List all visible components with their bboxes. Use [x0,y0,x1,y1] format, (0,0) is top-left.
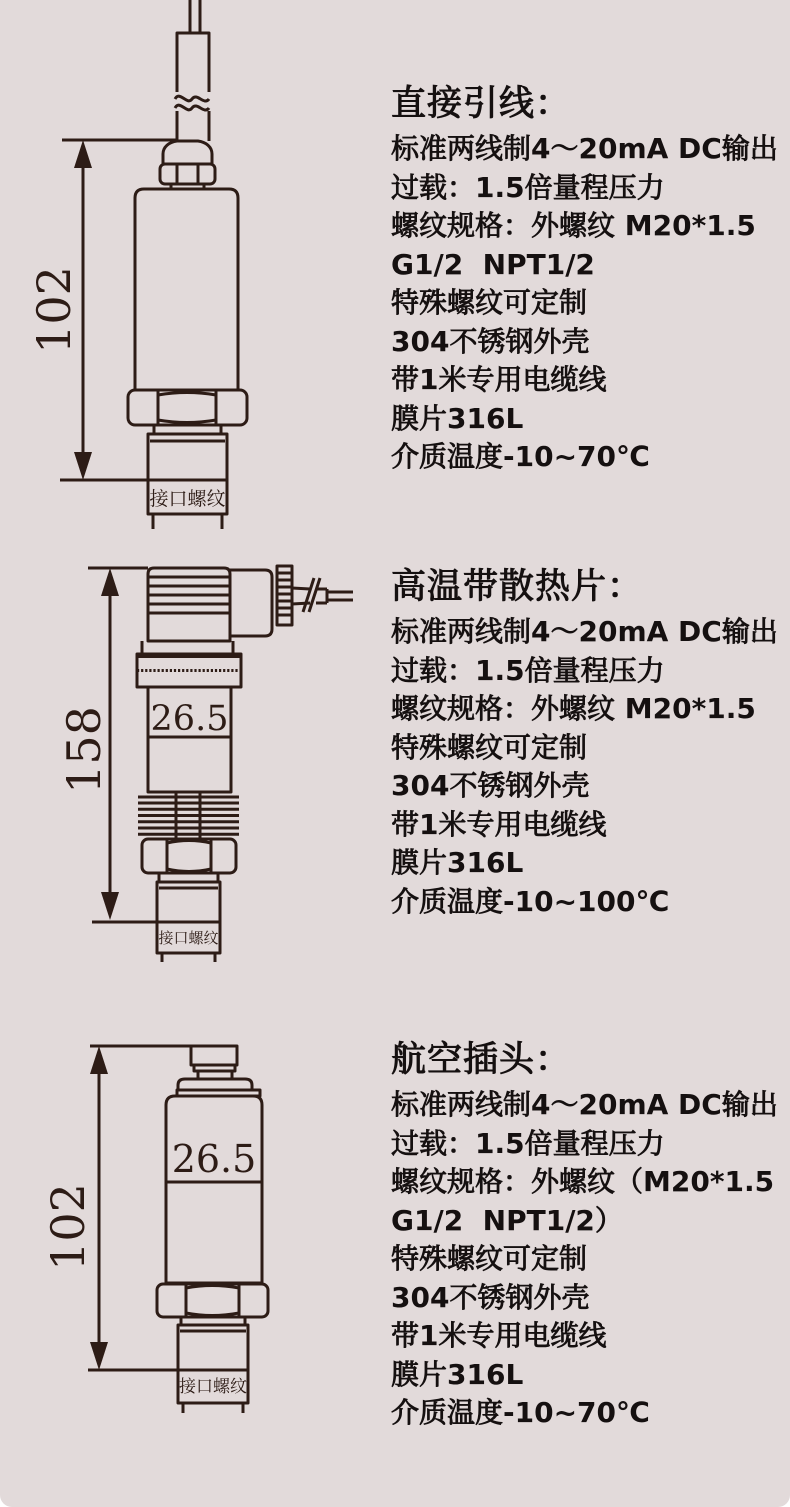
spec-line: 介质温度-10~70℃ [391,440,650,473]
section-aviation-plug [391,1038,779,1433]
hirschmann-connector [148,566,292,641]
spec-line: 螺纹规格：外螺纹（M20*1.5 [391,1165,775,1198]
cable-gland [160,141,215,189]
spec-list [391,613,779,921]
height-dim-value: 158 [57,706,111,794]
spec-line: 标准两线制4～20mA DC输出 [391,1088,778,1121]
thread-label: 接口螺纹 [149,488,226,510]
height-dim-value: 102 [41,1183,95,1271]
spec-line: 膜片316L [391,401,524,435]
width-dim-value: 26.5 [171,1137,257,1181]
spec-line: 特殊螺纹可定制 [391,730,588,764]
lower-heatsink-fins [138,793,239,838]
thread-port [88,1317,248,1413]
thread-label-box [148,480,227,514]
cable-break-icon [303,578,320,612]
cable [175,0,209,141]
spec-line: 螺纹规格：外螺纹 M20*1.5 [391,209,756,242]
arrow-up-icon [74,140,92,168]
thread-label: 接口螺纹 [158,929,219,947]
spec-line: 标准两线制4～20mA DC输出 [391,132,778,165]
thread-label-box [157,922,220,953]
section-title: 高温带散热片： [391,567,644,607]
arrow-down-icon [74,452,92,480]
height-dim-value: 102 [27,266,81,354]
spec-line: G1/2 NPT1/2） [391,1203,623,1237]
device-body [166,1096,262,1283]
spec-line: 304不锈钢外壳 [391,769,590,802]
arrow-up-icon [101,568,119,596]
spec-line: 特殊螺纹可定制 [391,1242,588,1275]
section-heatsink [391,565,779,921]
spec-line: 介质温度-10~70℃ [391,1396,650,1429]
spec-line: 带1米专用电缆线 [391,1319,607,1352]
width-dim-value: 26.5 [150,699,229,739]
spec-line: 介质温度-10~100℃ [391,884,670,918]
spec-line: 304不锈钢外壳 [391,324,590,358]
section-title: 航空插头： [391,1040,572,1080]
thread-label-box [178,1370,248,1403]
aviation-plug-connector [177,1046,260,1096]
device-body [148,687,231,792]
spec-line: 过载：1.5倍量程压力 [391,653,665,687]
section-title: 直接引线： [391,84,572,124]
section-direct-lead [391,82,779,477]
device-body [135,189,238,390]
arrow-down-icon [90,1342,108,1370]
height-dimension [41,1046,191,1370]
spec-line: 304不锈钢外壳 [391,1280,590,1314]
height-dimension [57,568,148,920]
spec-line: 过载：1.5倍量程压力 [391,170,665,204]
hex-nut [157,1284,268,1317]
hex-nut [142,839,236,873]
aviation-plug-drawing [0,1030,380,1420]
arrow-down-icon [101,892,119,920]
spec-line: 过载：1.5倍量程压力 [391,1126,665,1160]
spec-line: 带1米专用电缆线 [391,363,607,396]
arrow-up-icon [90,1046,108,1074]
spec-line: 膜片316L [391,846,524,879]
spec-line: 特殊螺纹可定制 [391,286,588,319]
side-cable [292,578,353,612]
spec-list [391,130,779,477]
spec-line: 带1米专用电缆线 [391,807,607,841]
spec-line: 螺纹规格：外螺纹 M20*1.5 [391,692,756,725]
spec-line: 膜片316L [391,1357,524,1391]
cable-break-icon [175,96,209,101]
spec-list [391,1086,779,1433]
heatsink-drawing [0,545,380,975]
thread-label: 接口螺纹 [179,1377,247,1397]
direct-lead-drawing [0,0,360,535]
hex-nut [128,390,247,425]
spec-line: 标准两线制4～20mA DC输出 [391,615,778,648]
spec-line: G1/2 NPT1/2 [391,247,595,281]
upper-heatsink-fins [137,641,241,687]
